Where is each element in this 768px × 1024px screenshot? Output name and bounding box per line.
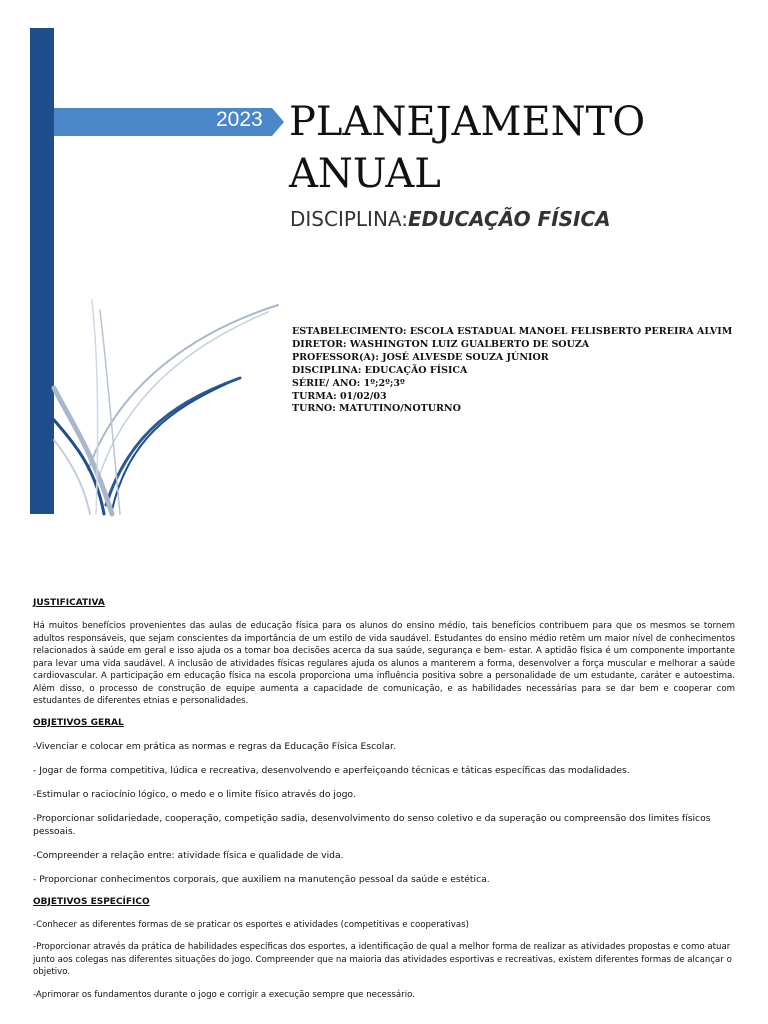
info-director: DIRETOR: WASHINGTON LUIZ GUALBERTO DE SOUZA: [292, 338, 590, 350]
objetivo-geral-item: - Proporcionar conhecimentos corporais, que auxiliem na manutenção pessoal da saúde e estética.: [33, 873, 490, 885]
decorative-swooshes: [54, 300, 278, 514]
objetivo-especifico-item: -Conhecer as diferentes formas de se praticar os esportes e atividades (competitivas e cooperativas): [33, 919, 469, 930]
info-shift: TURNO: MATUTINO/NOTURNO: [292, 403, 461, 415]
info-block: [292, 326, 732, 416]
info-discipline: DISCIPLINA: EDUCAÇÃO FÍSICA: [292, 364, 468, 376]
info-class: TURMA: 01/02/03: [292, 390, 387, 402]
info-grade: SÉRIE/ ANO: 1º;2º;3º: [292, 377, 405, 389]
objetivo-geral-item: -Estimular o raciocínio lógico, o medo e o limite físico através do jogo.: [33, 788, 356, 800]
objetivos-especifico-heading: OBJETIVOS ESPECÍFICO: [33, 896, 150, 907]
vertical-bar: [30, 28, 54, 514]
objetivo-especifico-item: -Aprimorar os fundamentos durante o jogo e corrigir a execução sempre que necessário.: [33, 989, 415, 1000]
title-line-2: ANUAL: [289, 151, 441, 197]
info-establishment: ESTABELECIMENTO: ESCOLA ESTADUAL MANOEL FELISBERTO PEREIRA ALVIM: [292, 326, 733, 337]
subtitle: [290, 207, 611, 231]
objetivo-geral-item: - Jogar de forma competitiva, lúdica e recreativa, desenvolvendo e aperfeiçoando técnicas e táticas específicas das modalidades.: [33, 764, 630, 776]
cover-graphic: [0, 0, 300, 520]
objetivo-geral-item: -Compreender a relação entre: atividade física e qualidade de vida.: [33, 849, 344, 861]
year-label: 2023: [216, 108, 263, 131]
title-line-1: PLANEJAMENTO: [289, 99, 646, 145]
objetivos-geral-heading: OBJETIVOS GERAL: [33, 717, 124, 728]
info-teacher: PROFESSOR(A): JOSÉ ALVESDE SOUZA JÚNIOR: [292, 351, 549, 363]
document-content: [33, 598, 735, 1011]
justificativa-heading: JUSTIFICATIVA: [33, 598, 105, 608]
objetivo-geral-item: -Proporcionar solidariedade, cooperação, competição sadia, desenvolvimento do senso coletivo e da superação ou compreensão dos limites físicos pessoais.: [33, 812, 711, 837]
subtitle-value: EDUCAÇÃO FÍSICA: [408, 207, 611, 231]
objetivo-especifico-item: -Proporcionar através da prática de habilidades específicas dos esportes, a identificação de qual a melhor forma de realizar as atividades propostas e como atuar junto aos colegas nas diferentes situações do jogo. Compreender que na maioria das atividades esportivas e recreativas, existem diferentes formas de alcançar o objetivo.: [33, 942, 732, 977]
objetivo-geral-item: -Vivenciar e colocar em prática as normas e regras da Educação Física Escolar.: [33, 740, 396, 752]
justificativa-text: Há muitos benefícios provenientes das aulas de educação física para os alunos do ensino médio, tais benefícios contribuem para que os mesmos se tornem adultos responsáveis, que sejam conscientes da importância de um estilo de vida saudável. Estudantes do ensino médio retêm um maior nível de conhecimentos relacionados à saúde em geral e isso ajuda os a tomar boa decisões acerca da sua saúde, segurança e bem- estar. A aptidão física é um componente importante para levar uma vida saudável. A inclusão de atividades físicas regulares ajuda os alunos a manterem a forma, desenvolver a força muscular e melhorar a saúde cardiovascular. A participação em educação física na escola proporciona uma influência positiva sobre a personalidade de um estudante, caráter e autoestima. Além disso, o processo de construção de equipe aumenta a capacidade de comunicação, e as habilidades necessárias para se dar bem e cooperar com estudantes de diferentes etnias e personalidades.: [33, 621, 735, 706]
subtitle-label: DISCIPLINA:: [290, 207, 408, 231]
